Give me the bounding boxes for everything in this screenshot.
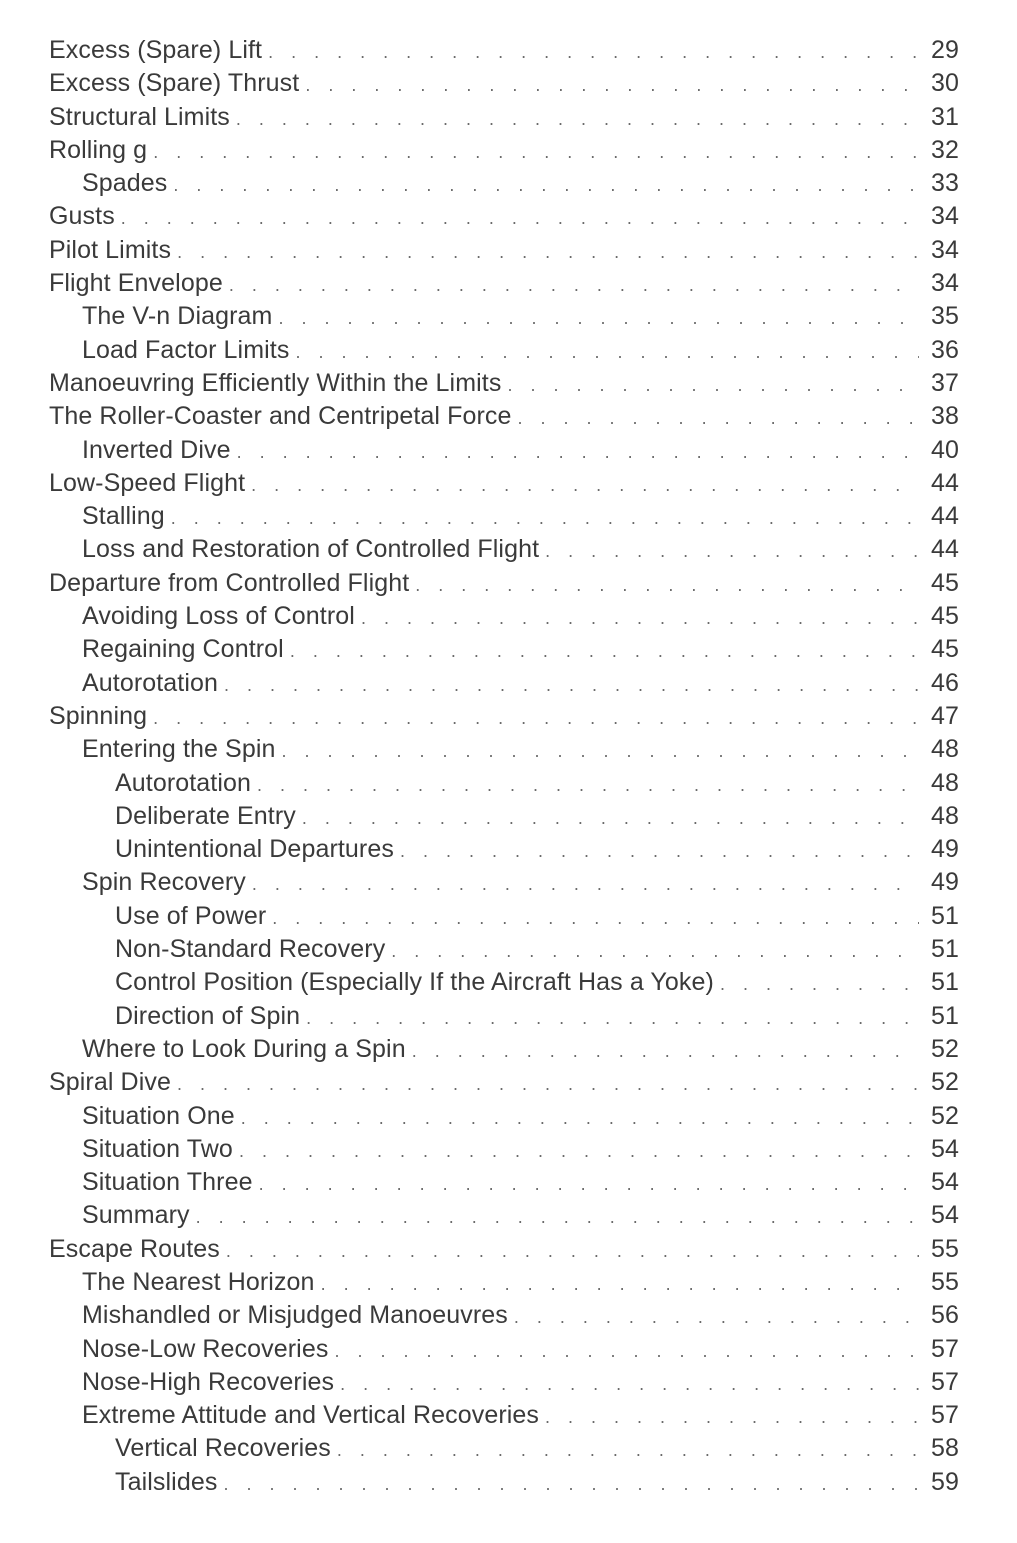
toc-entry-title: The Nearest Horizon bbox=[82, 1267, 315, 1296]
toc-entry[interactable] bbox=[49, 234, 959, 267]
toc-entry-page-number: 44 bbox=[930, 535, 959, 564]
toc-entry-title: Where to Look During a Spin bbox=[82, 1034, 406, 1063]
toc-entry[interactable] bbox=[49, 1000, 959, 1033]
dot-leader bbox=[334, 1335, 919, 1368]
dot-leader bbox=[514, 1301, 919, 1334]
toc-entry-title: Excess (Spare) Thrust bbox=[49, 69, 300, 98]
toc-entry[interactable] bbox=[49, 1133, 959, 1166]
toc-entry-page-number: 33 bbox=[930, 169, 959, 198]
toc-entry-page-number: 56 bbox=[930, 1301, 959, 1330]
toc-entry-title: Flight Envelope bbox=[49, 269, 223, 298]
toc-entry[interactable] bbox=[49, 134, 959, 167]
toc-entry-title: Spades bbox=[82, 169, 168, 198]
toc-entry[interactable] bbox=[49, 1399, 959, 1432]
toc-entry-page-number: 52 bbox=[930, 1034, 959, 1063]
toc-entry[interactable] bbox=[49, 400, 959, 433]
toc-entry-page-number: 51 bbox=[930, 1001, 959, 1030]
toc-entry-title: Entering the Spin bbox=[82, 735, 276, 764]
dot-leader bbox=[415, 569, 919, 602]
toc-entry-title: Control Position (Especially If the Aircraft Has a Yoke) bbox=[115, 968, 714, 997]
toc-entry-page-number: 38 bbox=[930, 402, 959, 431]
toc-entry[interactable] bbox=[49, 733, 959, 766]
toc-entry-title: Low-Speed Flight bbox=[49, 468, 246, 497]
toc-entry[interactable] bbox=[49, 833, 959, 866]
toc-entry-title: Deliberate Entry bbox=[115, 801, 296, 830]
dot-leader bbox=[252, 868, 919, 901]
toc-entry[interactable] bbox=[49, 1166, 959, 1199]
toc-entry[interactable] bbox=[49, 334, 959, 367]
dot-leader bbox=[545, 535, 919, 568]
toc-entry[interactable] bbox=[49, 467, 959, 500]
dot-leader bbox=[278, 302, 919, 335]
toc-entry[interactable] bbox=[49, 1466, 959, 1499]
dot-leader bbox=[236, 103, 919, 136]
toc-entry-title: Summary bbox=[82, 1201, 190, 1230]
toc-entry-page-number: 59 bbox=[930, 1467, 959, 1496]
toc-entry-title: Autorotation bbox=[82, 668, 219, 697]
toc-entry-title: Gusts bbox=[49, 202, 115, 231]
dot-leader bbox=[720, 968, 919, 1001]
toc-entry-title: Pilot Limits bbox=[49, 235, 172, 264]
toc-entry-title: Situation Three bbox=[82, 1168, 253, 1197]
dot-leader bbox=[305, 69, 919, 102]
toc-entry[interactable] bbox=[49, 101, 959, 134]
toc-entry-page-number: 47 bbox=[930, 701, 959, 730]
dot-leader bbox=[177, 236, 919, 269]
toc-entry-page-number: 51 bbox=[930, 968, 959, 997]
toc-entry[interactable] bbox=[49, 966, 959, 999]
toc-entry-page-number: 40 bbox=[930, 435, 959, 464]
toc-entry-title: Spiral Dive bbox=[49, 1068, 171, 1097]
toc-entry[interactable] bbox=[49, 300, 959, 333]
dot-leader bbox=[177, 1068, 919, 1101]
dot-leader bbox=[239, 1135, 919, 1168]
toc-entry-title: Departure from Controlled Flight bbox=[49, 568, 410, 597]
toc-entry-page-number: 49 bbox=[930, 868, 959, 897]
dot-leader bbox=[295, 336, 919, 369]
toc-entry-page-number: 55 bbox=[930, 1267, 959, 1296]
toc-entry-title: Spinning bbox=[49, 701, 148, 730]
toc-entry[interactable] bbox=[49, 434, 959, 467]
toc-entry-page-number: 34 bbox=[930, 269, 959, 298]
toc-entry-page-number: 54 bbox=[930, 1134, 959, 1163]
toc-entry-page-number: 46 bbox=[930, 668, 959, 697]
toc-entry-title: Stalling bbox=[82, 502, 165, 531]
dot-leader bbox=[121, 202, 919, 235]
dot-leader bbox=[224, 669, 919, 702]
toc-entry-page-number: 57 bbox=[930, 1334, 959, 1363]
dot-leader bbox=[340, 1368, 919, 1401]
toc-entry-page-number: 52 bbox=[930, 1068, 959, 1097]
toc-entry-page-number: 45 bbox=[930, 635, 959, 664]
toc-entry[interactable] bbox=[49, 1333, 959, 1366]
toc-entry-page-number: 48 bbox=[930, 801, 959, 830]
toc-entry[interactable] bbox=[49, 1233, 959, 1266]
toc-entry[interactable] bbox=[49, 600, 959, 633]
toc-entry-page-number: 58 bbox=[930, 1434, 959, 1463]
dot-leader bbox=[518, 402, 919, 435]
toc-entry-title: Loss and Restoration of Controlled Flight bbox=[82, 535, 540, 564]
toc-entry[interactable] bbox=[49, 900, 959, 933]
toc-entry-page-number: 32 bbox=[930, 135, 959, 164]
toc-entry-title: Unintentional Departures bbox=[115, 835, 394, 864]
toc-entry[interactable] bbox=[49, 767, 959, 800]
dot-leader bbox=[306, 1002, 919, 1035]
toc-entry-title: Inverted Dive bbox=[82, 435, 231, 464]
toc-entry[interactable] bbox=[49, 34, 959, 67]
dot-leader bbox=[259, 1168, 919, 1201]
dot-leader bbox=[272, 902, 919, 935]
dot-leader bbox=[282, 735, 920, 768]
toc-entry-page-number: 44 bbox=[930, 502, 959, 531]
dot-leader bbox=[545, 1401, 919, 1434]
toc-entry-title: Situation Two bbox=[82, 1134, 233, 1163]
toc-entry-page-number: 44 bbox=[930, 468, 959, 497]
toc-entry[interactable] bbox=[49, 1199, 959, 1232]
toc-entry-title: The Roller-Coaster and Centripetal Force bbox=[49, 402, 512, 431]
toc-entry-title: Rolling g bbox=[49, 135, 148, 164]
toc-entry-page-number: 45 bbox=[930, 568, 959, 597]
toc-entry-page-number: 54 bbox=[930, 1201, 959, 1230]
toc-entry[interactable] bbox=[49, 667, 959, 700]
toc-entry-page-number: 49 bbox=[930, 835, 959, 864]
dot-leader bbox=[173, 169, 919, 202]
toc-entry[interactable] bbox=[49, 500, 959, 533]
toc-entry-title: Load Factor Limits bbox=[82, 335, 290, 364]
toc-entry-title: Use of Power bbox=[115, 901, 267, 930]
toc-entry-page-number: 54 bbox=[930, 1168, 959, 1197]
dot-leader bbox=[400, 835, 919, 868]
toc-entry-page-number: 57 bbox=[930, 1401, 959, 1430]
toc-entry-page-number: 51 bbox=[930, 935, 959, 964]
toc-entry-page-number: 48 bbox=[930, 735, 959, 764]
dot-leader bbox=[237, 436, 919, 469]
dot-leader bbox=[153, 136, 919, 169]
dot-leader bbox=[257, 769, 919, 802]
dot-leader bbox=[391, 935, 919, 968]
toc-entry[interactable] bbox=[49, 800, 959, 833]
dot-leader bbox=[268, 36, 919, 69]
toc-entry-title: Avoiding Loss of Control bbox=[82, 602, 355, 631]
toc-entry-page-number: 31 bbox=[930, 102, 959, 131]
toc-entry-page-number: 51 bbox=[930, 901, 959, 930]
toc-entry-title: Manoeuvring Efficiently Within the Limits bbox=[49, 368, 502, 397]
toc-entry[interactable] bbox=[49, 367, 959, 400]
dot-leader bbox=[153, 702, 919, 735]
toc-entry-title: The V-n Diagram bbox=[82, 302, 273, 331]
toc-entry-title: Tailslides bbox=[115, 1467, 218, 1496]
dot-leader bbox=[171, 502, 919, 535]
toc-entry-page-number: 29 bbox=[930, 36, 959, 64]
toc-entry[interactable] bbox=[49, 267, 959, 300]
toc-entry-title: Nose-Low Recoveries bbox=[82, 1334, 329, 1363]
dot-leader bbox=[226, 1235, 919, 1268]
toc-entry-title: Direction of Spin bbox=[115, 1001, 301, 1030]
toc-entry-title: Autorotation bbox=[115, 768, 252, 797]
toc-entry-page-number: 57 bbox=[930, 1367, 959, 1396]
toc-entry-page-number: 48 bbox=[930, 768, 959, 797]
toc-entry-title: Extreme Attitude and Vertical Recoveries bbox=[82, 1401, 540, 1430]
toc-entry[interactable] bbox=[49, 633, 959, 666]
dot-leader bbox=[251, 469, 919, 502]
table-of-contents bbox=[49, 34, 959, 1499]
toc-entry[interactable] bbox=[49, 933, 959, 966]
toc-entry-title: Escape Routes bbox=[49, 1234, 220, 1263]
toc-entry-page-number: 34 bbox=[930, 202, 959, 231]
toc-entry[interactable] bbox=[49, 1299, 959, 1332]
toc-entry[interactable] bbox=[49, 67, 959, 100]
toc-entry[interactable] bbox=[49, 1100, 959, 1133]
toc-entry[interactable] bbox=[49, 1432, 959, 1465]
toc-entry-page-number: 52 bbox=[930, 1101, 959, 1130]
toc-entry-title: Mishandled or Misjudged Manoeuvres bbox=[82, 1301, 508, 1330]
dot-leader bbox=[229, 269, 919, 302]
toc-entry-title: Nose-High Recoveries bbox=[82, 1367, 335, 1396]
toc-entry-title: Spin Recovery bbox=[82, 868, 246, 897]
toc-entry-page-number: 34 bbox=[930, 235, 959, 264]
toc-entry-page-number: 35 bbox=[930, 302, 959, 331]
dot-leader bbox=[321, 1268, 919, 1301]
toc-entry[interactable] bbox=[49, 167, 959, 200]
dot-leader bbox=[196, 1201, 919, 1234]
toc-entry-title: Regaining Control bbox=[82, 635, 284, 664]
toc-entry-page-number: 55 bbox=[930, 1234, 959, 1263]
toc-entry[interactable] bbox=[49, 1366, 959, 1399]
dot-leader bbox=[337, 1434, 919, 1467]
toc-entry[interactable] bbox=[49, 200, 959, 233]
dot-leader bbox=[361, 602, 919, 635]
toc-entry[interactable] bbox=[49, 1033, 959, 1066]
toc-entry[interactable] bbox=[49, 1266, 959, 1299]
dot-leader bbox=[302, 802, 919, 835]
toc-entry-title: Non-Standard Recovery bbox=[115, 935, 386, 964]
toc-entry[interactable] bbox=[49, 700, 959, 733]
toc-entry-title: Vertical Recoveries bbox=[115, 1434, 331, 1463]
toc-entry-title: Excess (Spare) Lift bbox=[49, 36, 263, 64]
toc-entry[interactable] bbox=[49, 533, 959, 566]
toc-entry-page-number: 45 bbox=[930, 602, 959, 631]
dot-leader bbox=[290, 635, 919, 668]
toc-entry[interactable] bbox=[49, 567, 959, 600]
toc-entry-page-number: 30 bbox=[930, 69, 959, 98]
toc-entry-page-number: 36 bbox=[930, 335, 959, 364]
toc-entry[interactable] bbox=[49, 866, 959, 899]
dot-leader bbox=[412, 1035, 919, 1068]
toc-entry[interactable] bbox=[49, 1066, 959, 1099]
toc-entry-title: Situation One bbox=[82, 1101, 235, 1130]
dot-leader bbox=[507, 369, 919, 402]
toc-entry-title: Structural Limits bbox=[49, 102, 230, 131]
dot-leader bbox=[223, 1468, 919, 1501]
dot-leader bbox=[241, 1102, 919, 1135]
toc-entry-page-number: 37 bbox=[930, 368, 959, 397]
